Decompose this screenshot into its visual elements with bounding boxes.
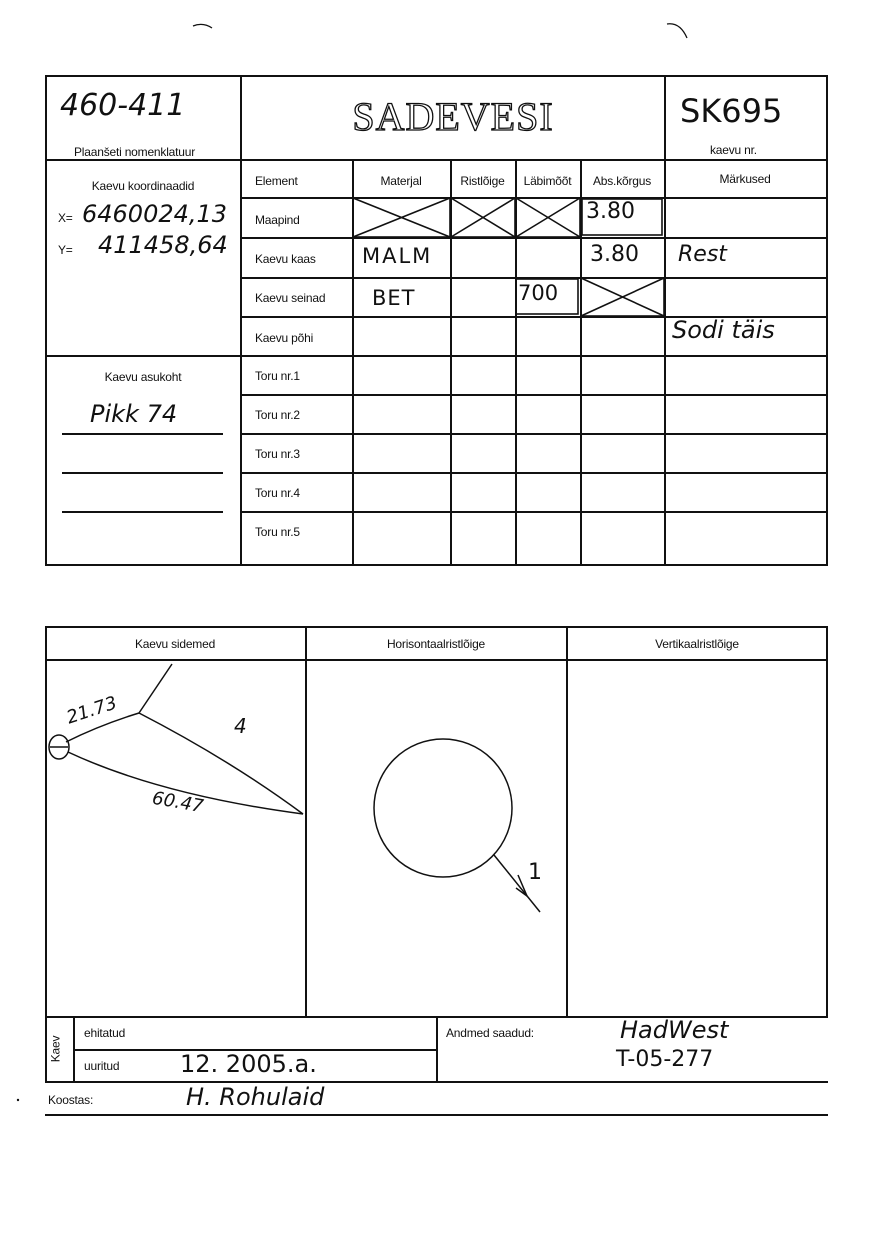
kaev-side-label: Kaev xyxy=(48,1035,63,1063)
y-coordinate-value: 411458,64 xyxy=(98,231,228,259)
andmed-saadud-code: T-05-277 xyxy=(616,1047,714,1072)
location-value: Pikk 74 xyxy=(90,400,178,428)
col-header-abs-korgus: Abs.kõrgus xyxy=(592,174,652,188)
x-prefix: X= xyxy=(58,211,73,225)
ehitatud-label: ehitatud xyxy=(84,1026,126,1040)
andmed-saadud-label: Andmed saadud: xyxy=(446,1026,534,1040)
row-label-kaevu-seinad: Kaevu seinad xyxy=(255,291,326,305)
distance-60-47: 60.47 xyxy=(150,787,205,818)
sketch-title-horisontaal: Horisontaalristlõige xyxy=(386,637,486,651)
row-label-kaevu-kaas: Kaevu kaas xyxy=(255,252,316,266)
cell-kaas-materjal: MALM xyxy=(362,244,433,268)
well-number: SK695 xyxy=(680,92,783,130)
col-header-materjal: Materjal xyxy=(380,174,422,188)
distance-21-73: 21.73 xyxy=(64,692,120,729)
andmed-saadud-value: HadWest xyxy=(620,1016,729,1044)
page-title: SADEVESI xyxy=(352,94,554,139)
row-label-maapind: Maapind xyxy=(255,213,300,227)
uuritud-label: uuritud xyxy=(84,1059,120,1073)
y-prefix: Y= xyxy=(58,243,73,257)
sketch-title-sidemed: Kaevu sidemed xyxy=(134,637,216,651)
col-header-markused: Märkused xyxy=(719,172,771,186)
cell-pohi-markused: Sodi täis xyxy=(672,316,775,344)
col-header-ristloige: Ristlõige xyxy=(460,174,505,188)
cell-seinad-materjal: BET xyxy=(372,286,416,310)
row-label-toru-3: Toru nr.3 xyxy=(255,447,300,461)
pipe-label-1: 1 xyxy=(528,860,542,885)
row-label-toru-4: Toru nr.4 xyxy=(255,486,300,500)
koostas-label: Koostas: xyxy=(48,1093,94,1107)
col-header-labimoot: Läbimõõt xyxy=(523,174,572,188)
col-header-element: Element xyxy=(255,174,298,188)
location-label: Kaevu asukoht xyxy=(104,370,182,384)
coordinates-label: Kaevu koordinaadid xyxy=(91,179,195,193)
row-label-toru-1: Toru nr.1 xyxy=(255,369,300,383)
row-label-toru-2: Toru nr.2 xyxy=(255,408,300,422)
cell-kaas-markused: Rest xyxy=(678,242,727,267)
cell-maapind-abs: 3.80 xyxy=(586,199,635,224)
row-label-toru-5: Toru nr.5 xyxy=(255,525,300,539)
uuritud-value: 12. 2005.a. xyxy=(180,1050,317,1078)
x-coordinate-value: 6460024,13 xyxy=(82,200,228,228)
koostas-value: H. Rohulaid xyxy=(186,1083,325,1111)
sketch-title-vertikaal: Vertikaalristlõige xyxy=(655,637,739,651)
well-number-label: kaevu nr. xyxy=(710,143,757,157)
sheet-number: 460-411 xyxy=(60,88,186,123)
sheet-number-label: Plaanšeti nomenklatuur xyxy=(74,145,196,159)
cell-kaas-abs: 3.80 xyxy=(590,242,639,267)
label-4: 4 xyxy=(234,714,247,738)
row-label-kaevu-pohi: Kaevu põhi xyxy=(255,331,314,345)
cell-seinad-labimoot: 700 xyxy=(518,281,559,305)
